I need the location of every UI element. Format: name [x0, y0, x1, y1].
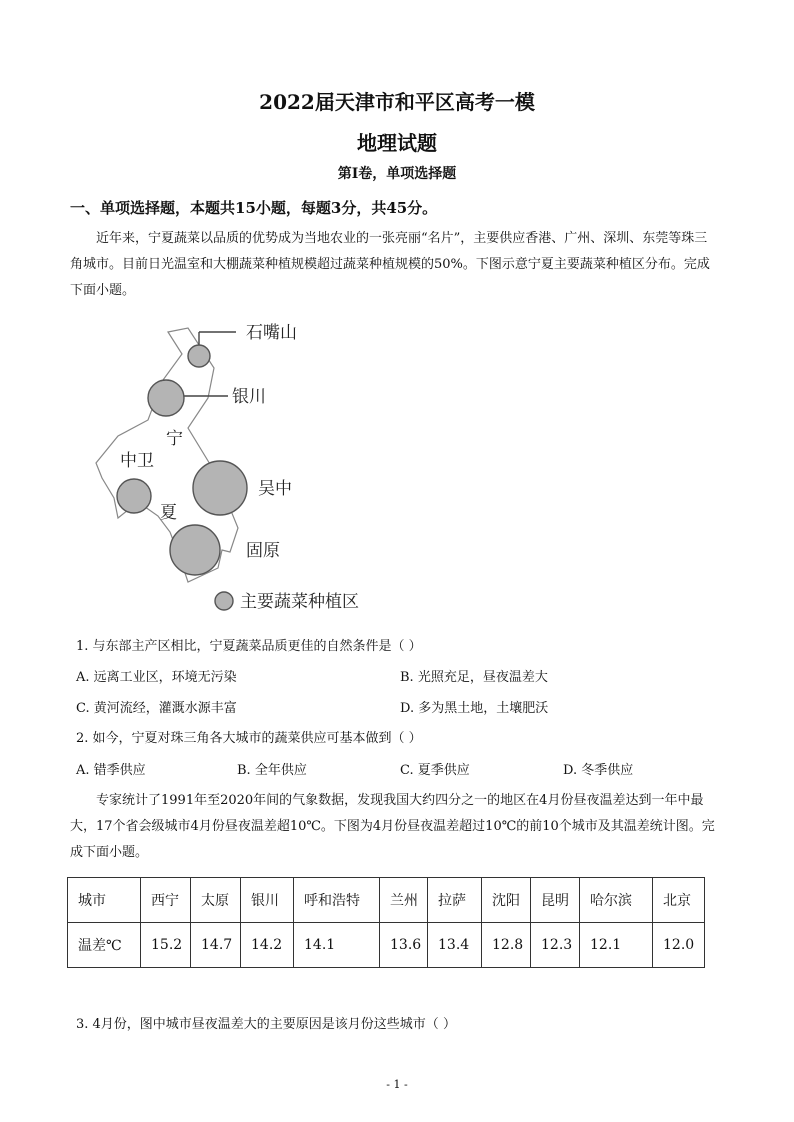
question-1-option-c: C. 黄河流经，灌溉水源丰富 — [76, 701, 237, 716]
question-3-stem: 3. 4月份，图中城市昼夜温差大的主要原因是该月份这些城市（ ） — [76, 1017, 456, 1032]
legend-symbol — [215, 592, 233, 610]
value-cell: 14.2 — [241, 923, 294, 968]
city-cell: 西宁 — [141, 878, 191, 923]
city-cell: 北京 — [653, 878, 705, 923]
question-2-stem: 2. 如今，宁夏对珠三角各大城市的蔬菜供应可基本做到（ ） — [76, 731, 422, 746]
legend-label: 主要蔬菜种植区 — [240, 592, 359, 612]
question-1-option-b: B. 光照充足，昼夜温差大 — [400, 670, 548, 685]
value-cell: 13.6 — [380, 923, 428, 968]
section-heading: 一、单项选择题，本题共15小题，每题3分，共45分。 — [70, 199, 438, 217]
value-cell: 12.0 — [653, 923, 705, 968]
city-cell: 拉萨 — [428, 878, 482, 923]
value-cell: 13.4 — [428, 923, 482, 968]
city-cell: 银川 — [241, 878, 294, 923]
volume-title: 第Ⅰ卷，单项选择题 — [337, 166, 457, 182]
table-row-cities — [68, 878, 705, 923]
planting-area-wuzhong — [193, 461, 247, 515]
question-2-option-b: B. 全年供应 — [237, 763, 307, 778]
planting-area-guyuan — [170, 525, 220, 575]
label-wuzhong: 吴中 — [258, 479, 292, 499]
value-cell: 12.1 — [580, 923, 653, 968]
question-2-option-a: A. 错季供应 — [76, 763, 146, 778]
value-cell: 14.7 — [191, 923, 241, 968]
passage-1: 近年来，宁夏蔬菜以品质的优势成为当地农业的一张亮丽“名片”，主要供应香港、广州、深圳、东莞等珠三角城市。目前日光温室和大棚蔬菜种植规模超过蔬菜种植规模的50%。下图示意宁夏主要蔬菜种植区分布。完成下面小题。 — [70, 231, 710, 298]
planting-area-zhongwei — [117, 479, 151, 513]
label-zhongwei: 中卫 — [120, 451, 154, 471]
subject-title: 地理试题 — [357, 131, 437, 155]
city-cell: 呼和浩特 — [294, 878, 380, 923]
city-cell: 兰州 — [380, 878, 428, 923]
label-xia: 夏 — [160, 503, 177, 523]
city-cell: 哈尔滨 — [580, 878, 653, 923]
city-cell: 沈阳 — [482, 878, 531, 923]
temperature-difference-table — [67, 877, 705, 968]
planting-area-yinchuan — [148, 380, 184, 416]
label-ning: 宁 — [166, 429, 183, 449]
value-cell: 12.3 — [531, 923, 580, 968]
label-guyuan: 固原 — [246, 541, 280, 561]
value-cell: 12.8 — [482, 923, 531, 968]
question-1-stem: 1. 与东部主产区相比，宁夏蔬菜品质更佳的自然条件是（ ） — [76, 639, 422, 654]
question-2-option-d: D. 冬季供应 — [563, 763, 634, 778]
value-cell: 14.1 — [294, 923, 380, 968]
exam-title: 2022届天津市和平区高考一模 — [259, 90, 535, 114]
question-1-option-d: D. 多为黑土地，土壤肥沃 — [400, 701, 549, 716]
planting-area-shizuishan — [188, 345, 210, 367]
table-row-values — [68, 923, 705, 968]
city-cell: 太原 — [191, 878, 241, 923]
ningxia-vegetable-map — [88, 318, 388, 618]
label-shizuishan: 石嘴山 — [246, 323, 297, 343]
question-1-option-a: A. 远离工业区，环境无污染 — [76, 670, 237, 685]
page-number: - 1 - — [386, 1078, 408, 1091]
passage-2: 专家统计了1991年至2020年间的气象数据，发现我国大约四分之一的地区在4月份昼夜温差达到一年中最大，17个省会级城市4月份昼夜温差超10℃。下图为4月份昼夜温差超过10℃的前10个城市及其温差统计图。完成下面小题。 — [70, 793, 715, 860]
row-header-city: 城市 — [68, 878, 141, 923]
question-2-option-c: C. 夏季供应 — [400, 763, 470, 778]
city-cell: 昆明 — [531, 878, 580, 923]
label-yinchuan: 银川 — [232, 387, 266, 407]
value-cell: 15.2 — [141, 923, 191, 968]
row-header-diff: 温差℃ — [68, 923, 141, 968]
